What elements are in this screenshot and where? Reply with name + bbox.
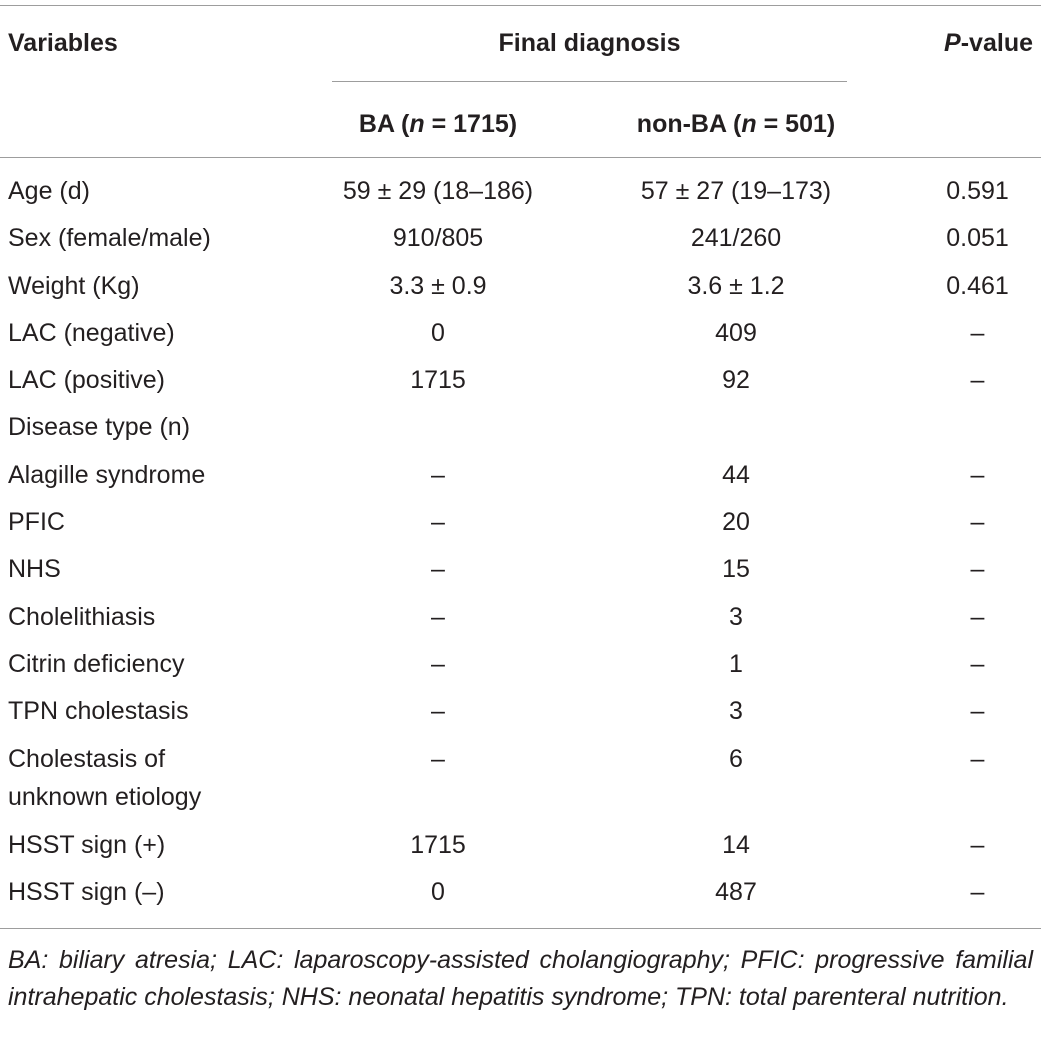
table-row bbox=[0, 408, 1041, 455]
table-row bbox=[0, 361, 1041, 408]
table-row bbox=[0, 740, 1041, 826]
table-row bbox=[0, 873, 1041, 920]
cell-p-value: 0.461 bbox=[946, 271, 1009, 300]
table-body bbox=[0, 172, 1041, 920]
cell-p-value: – bbox=[970, 366, 985, 395]
cell-non-ba: 92 bbox=[722, 366, 750, 395]
cell-p-value: – bbox=[970, 877, 985, 906]
header-nonba-n: n bbox=[741, 110, 757, 138]
table-row bbox=[0, 692, 1041, 739]
cell-non-ba: 14 bbox=[722, 830, 750, 859]
cell-ba: 59 ± 29 (18–186) bbox=[342, 177, 534, 205]
cell-ba: 1715 bbox=[410, 366, 466, 395]
cell-ba: – bbox=[431, 508, 445, 537]
header-ba-prefix: BA ( bbox=[358, 110, 410, 138]
cell-ba: – bbox=[431, 697, 445, 726]
cell-variable: Cholelithiasis bbox=[8, 602, 156, 631]
table-row bbox=[0, 826, 1041, 873]
cell-ba: 910/805 bbox=[392, 224, 484, 253]
header-nonba-suffix: = 501) bbox=[756, 110, 836, 138]
header-non-ba bbox=[586, 109, 886, 139]
header-ba bbox=[288, 109, 588, 139]
header-final-diagnosis: Final diagnosis bbox=[498, 29, 681, 57]
cell-non-ba: 3 bbox=[729, 697, 743, 726]
final-diagnosis-rule bbox=[332, 81, 847, 82]
table-row bbox=[0, 456, 1041, 503]
cell-variable: Weight (Kg) bbox=[8, 271, 140, 300]
cell-variable: Disease type (n) bbox=[8, 413, 191, 442]
cell-p-value: – bbox=[970, 460, 985, 489]
cell-non-ba: 3.6 ± 1.2 bbox=[687, 271, 785, 300]
cell-p-value: – bbox=[970, 508, 985, 537]
table-row bbox=[0, 267, 1041, 314]
cell-variable: LAC (negative) bbox=[8, 318, 175, 347]
footer-rule bbox=[0, 928, 1041, 929]
cell-p-value: – bbox=[970, 602, 985, 631]
cell-variable: NHS bbox=[8, 555, 61, 584]
cell-p-value: 0.051 bbox=[946, 224, 1009, 253]
cell-non-ba: 241/260 bbox=[690, 224, 782, 253]
cell-p-value: – bbox=[970, 697, 985, 726]
cell-variable: Cholestasis of unknown etiology bbox=[8, 744, 202, 811]
cell-variable: TPN cholestasis bbox=[8, 697, 189, 726]
cell-ba: – bbox=[431, 460, 445, 489]
table-row bbox=[0, 645, 1041, 692]
cell-non-ba: 6 bbox=[729, 744, 743, 773]
cell-variable: LAC (positive) bbox=[8, 366, 165, 395]
header-ba-suffix: = 1715) bbox=[424, 110, 518, 138]
cell-ba: – bbox=[431, 602, 445, 631]
cell-variable: Age (d) bbox=[8, 177, 90, 205]
cell-non-ba: 1 bbox=[729, 649, 743, 678]
cell-non-ba: 15 bbox=[722, 555, 750, 584]
table-row bbox=[0, 172, 1041, 219]
cell-ba: – bbox=[431, 649, 445, 678]
cell-non-ba: 3 bbox=[729, 602, 743, 631]
cell-ba: 3.3 ± 0.9 bbox=[389, 271, 487, 300]
cell-variable: Citrin deficiency bbox=[8, 649, 185, 678]
header-p-rest: -value bbox=[960, 29, 1033, 57]
table-row bbox=[0, 314, 1041, 361]
header-p-value bbox=[944, 28, 1033, 58]
cell-p-value: – bbox=[970, 830, 985, 859]
header-variables: Variables bbox=[8, 29, 118, 57]
cell-p-value: – bbox=[970, 744, 985, 773]
header-nonba-prefix: non-BA ( bbox=[636, 110, 742, 138]
table-row bbox=[0, 550, 1041, 597]
cell-non-ba: 487 bbox=[715, 877, 757, 906]
header-p-italic: P bbox=[944, 29, 961, 57]
table-row bbox=[0, 598, 1041, 645]
cell-variable: HSST sign (–) bbox=[8, 877, 165, 906]
cell-p-value: 0.591 bbox=[946, 177, 1009, 205]
cell-ba: 1715 bbox=[410, 830, 466, 859]
table-row bbox=[0, 503, 1041, 550]
cell-p-value: – bbox=[970, 555, 985, 584]
cell-non-ba: 20 bbox=[722, 508, 750, 537]
header-rule bbox=[0, 157, 1041, 158]
cell-variable: PFIC bbox=[8, 508, 65, 537]
cell-non-ba: 57 ± 27 (19–173) bbox=[640, 177, 832, 205]
table-row bbox=[0, 219, 1041, 266]
header-ba-n: n bbox=[409, 110, 425, 138]
cell-ba: – bbox=[431, 555, 445, 584]
cell-ba: 0 bbox=[431, 318, 445, 347]
cell-variable: HSST sign (+) bbox=[8, 830, 166, 859]
cell-ba: 0 bbox=[431, 877, 445, 906]
cell-variable: Alagille syndrome bbox=[8, 460, 206, 489]
cell-non-ba: 44 bbox=[722, 460, 750, 489]
cell-p-value: – bbox=[970, 649, 985, 678]
cell-variable: Sex (female/male) bbox=[8, 224, 211, 253]
table-footnote: BA: biliary atresia; LAC: laparoscopy-assisted cholangiography; PFIC: progressive familial intrahepatic cholestasis; NHS: neonatal hepatitis syndrome; TPN: total parenteral nutrition. bbox=[8, 946, 1033, 1011]
cell-non-ba: 409 bbox=[715, 318, 757, 347]
top-rule bbox=[0, 5, 1041, 6]
cell-ba: – bbox=[431, 744, 445, 773]
cell-p-value: – bbox=[970, 318, 985, 347]
